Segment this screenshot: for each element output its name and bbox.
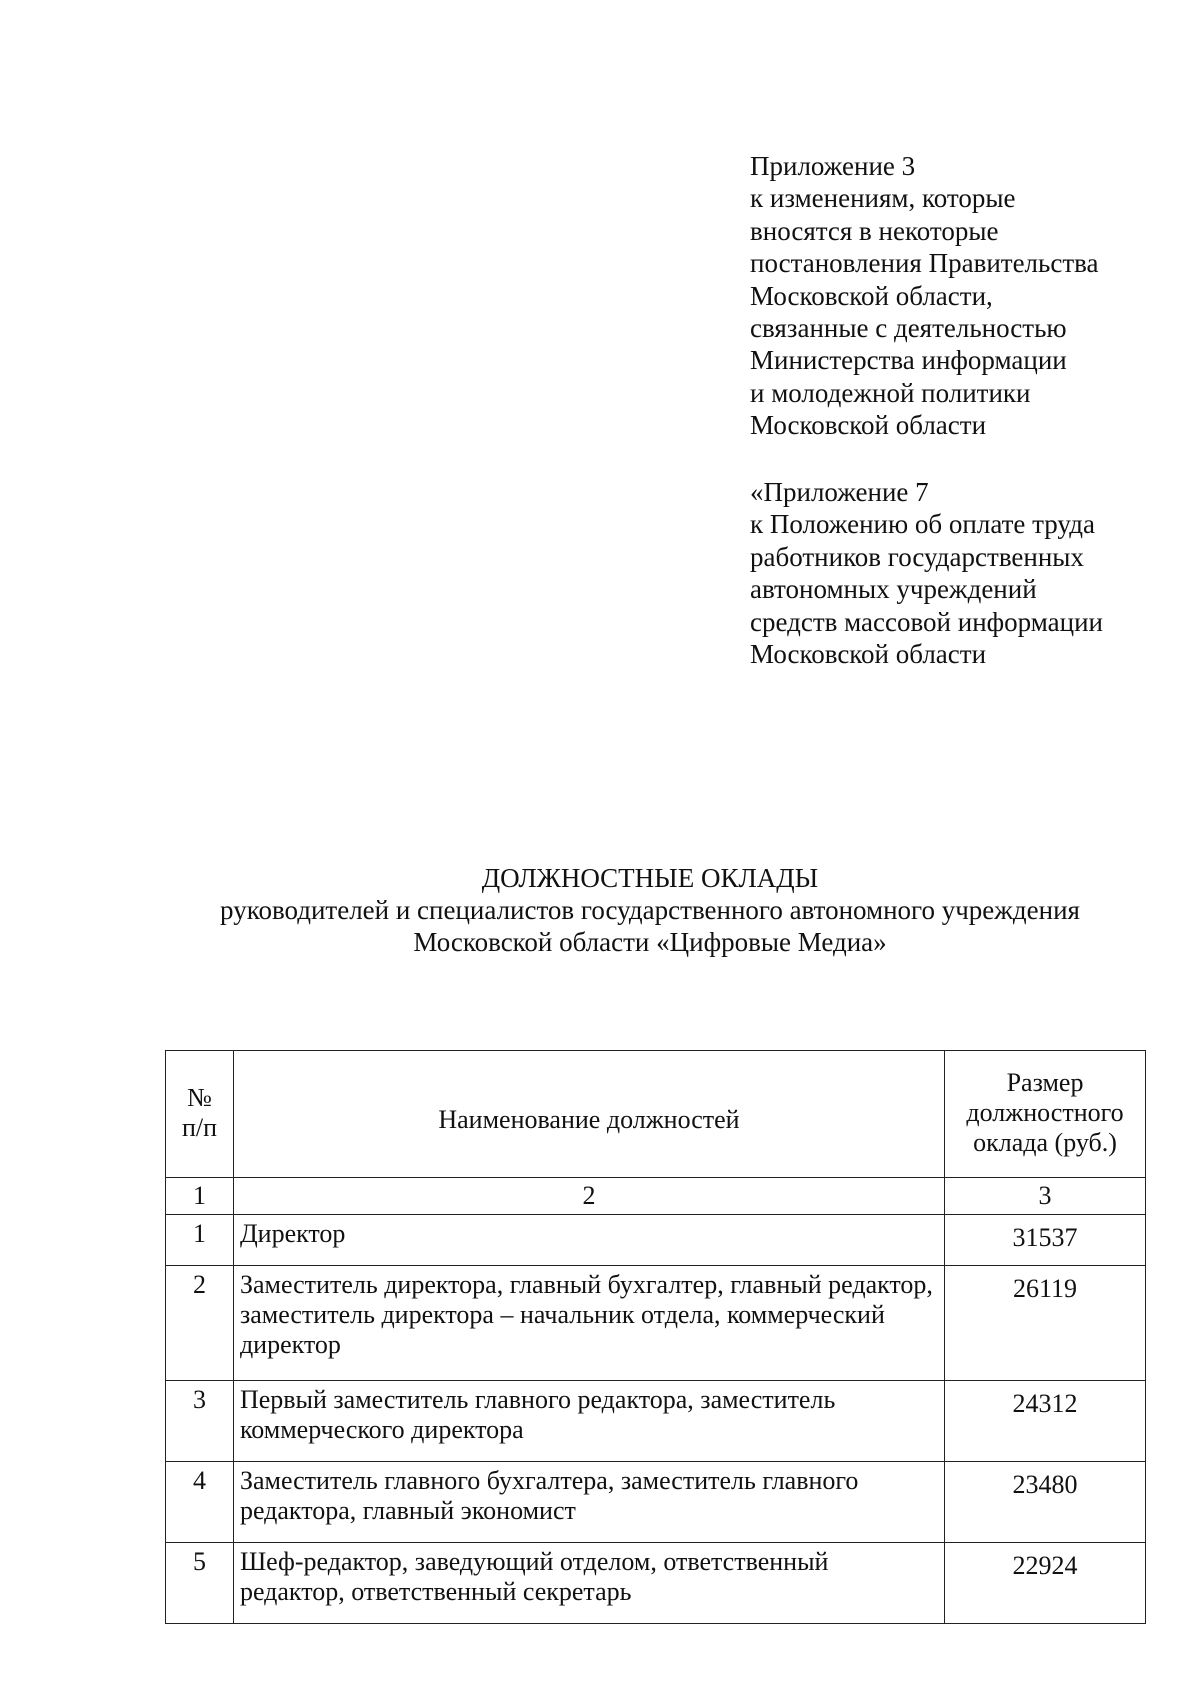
appendix-7-line: «Приложение 7 <box>750 477 929 507</box>
header-number-sign: № <box>187 1083 212 1112</box>
salary-table <box>165 1050 1146 1624</box>
row-number: 5 <box>166 1543 234 1624</box>
row-salary: 24312 <box>945 1381 1146 1462</box>
row-position: Заместитель главного бухгалтера, заместитель главного редактора, главный экономист <box>233 1462 944 1543</box>
appendix-3-line: Московской области, <box>750 280 993 311</box>
appendix-7-line: работников государственных <box>750 541 1084 572</box>
document-title <box>0 862 1200 958</box>
appendix-3-block <box>750 150 1099 442</box>
title-subtitle-line-2: Московской области «Цифровые Медиа» <box>413 927 887 957</box>
table-row <box>166 1543 1146 1624</box>
appendix-3-line: вносятся в некоторые <box>750 215 999 246</box>
header-number <box>166 1051 234 1178</box>
row-position: Заместитель директора, главный бухгалтер, главный редактор, заместитель директора – начальник отдела, коммерческий директор <box>233 1266 944 1381</box>
appendix-3-line: связанные с деятельностью <box>750 313 1067 344</box>
appendix-3-line: к изменениям, которые <box>750 183 1016 214</box>
column-number: 1 <box>166 1178 234 1215</box>
row-position: Первый заместитель главного редактора, заместитель коммерческого директора <box>233 1381 944 1462</box>
row-salary: 31537 <box>945 1215 1146 1266</box>
column-number: 3 <box>945 1178 1146 1215</box>
appendix-3-line: Министерства информации <box>750 345 1067 376</box>
header-salary <box>945 1051 1146 1178</box>
appendix-3-line: постановления Правительства <box>750 248 1099 279</box>
table-header-row <box>166 1051 1146 1178</box>
row-position: Директор <box>233 1215 944 1266</box>
appendix-7-line: к Положению об оплате труда <box>750 509 1095 540</box>
row-salary: 26119 <box>945 1266 1146 1381</box>
header-salary-line: должностного <box>966 1098 1124 1127</box>
title-heading: ДОЛЖНОСТНЫЕ ОКЛАДЫ <box>481 863 819 893</box>
appendix-3-line: и молодежной политики <box>750 377 1031 408</box>
appendix-7-line: автономных учреждений <box>750 574 1037 605</box>
header-number-abbr: п/п <box>181 1113 217 1142</box>
appendix-3-line: Московской области <box>750 410 987 441</box>
title-subtitle-line-1: руководителей и специалистов государственного автономного учреждения <box>220 895 1080 925</box>
header-salary-line: оклада (руб.) <box>973 1128 1117 1157</box>
appendix-7-line: средств массовой информации <box>750 606 1103 637</box>
row-position: Шеф-редактор, заведующий отделом, ответственный редактор, ответственный секретарь <box>233 1543 944 1624</box>
row-salary: 23480 <box>945 1462 1146 1543</box>
appendix-3-line: Приложение 3 <box>750 151 916 181</box>
row-number: 3 <box>166 1381 234 1462</box>
table-row <box>166 1462 1146 1543</box>
row-number: 2 <box>166 1266 234 1381</box>
table-row <box>166 1215 1146 1266</box>
table-row <box>166 1266 1146 1381</box>
table-row <box>166 1381 1146 1462</box>
column-number-row <box>166 1178 1146 1215</box>
header-salary-line: Размер <box>1006 1068 1084 1097</box>
appendix-7-line: Московской области <box>750 639 987 670</box>
row-number: 1 <box>166 1215 234 1266</box>
header-position: Наименование должностей <box>233 1051 944 1178</box>
appendix-7-block <box>750 476 1103 670</box>
row-salary: 22924 <box>945 1543 1146 1624</box>
column-number: 2 <box>233 1178 944 1215</box>
row-number: 4 <box>166 1462 234 1543</box>
